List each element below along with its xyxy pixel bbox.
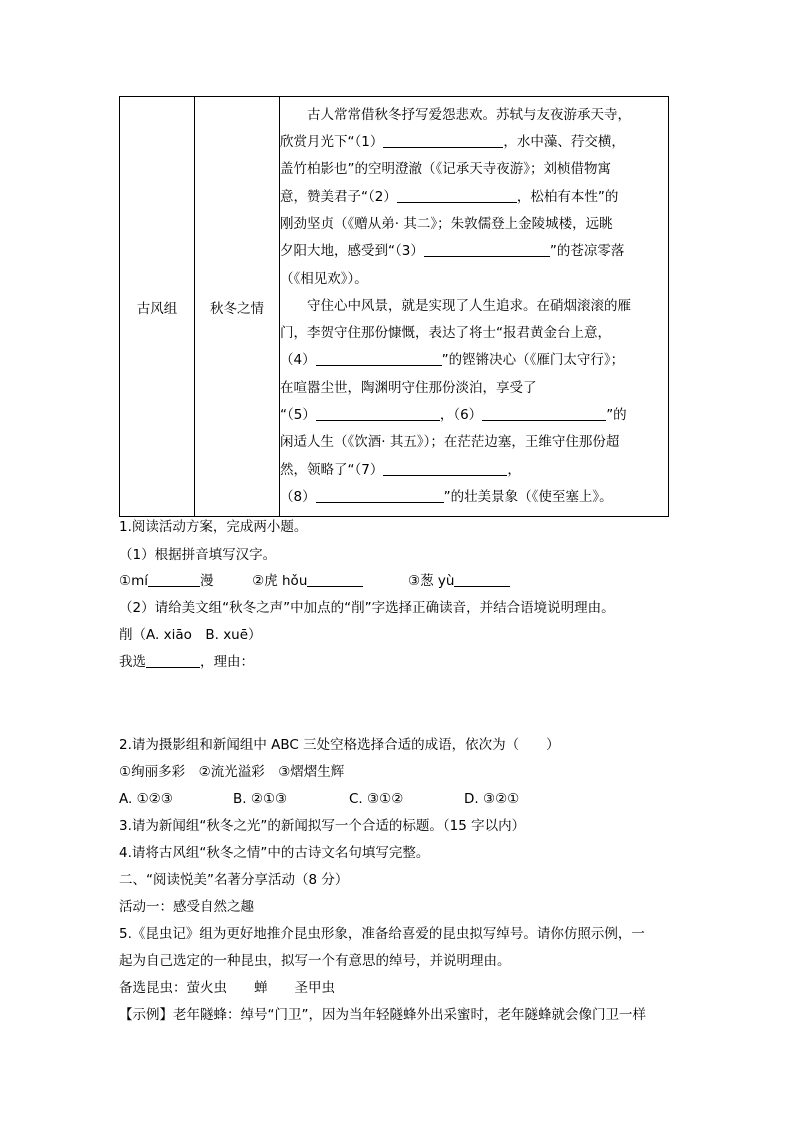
poem-line: 意，赞美君子“（2） ，松柏有本性”的 (280, 188, 619, 205)
answer-blank[interactable] (316, 352, 442, 366)
poem-line: 闲适人生（《饮酒· 其五》）；在茫茫边塞，王维守住那份超 (280, 434, 620, 451)
pinyin-row: ①mí 漫 ②虎 hǒu ③葱 yù (119, 571, 510, 591)
choice-row: 我选 ，理由： (119, 654, 254, 670)
answer-blank[interactable] (424, 243, 550, 257)
question-5-line-1: 5.《昆虫记》组为更好地推介昆虫形象，准备给喜爱的昆虫拟写绰号。请你仿照示例，一 (119, 926, 645, 942)
answer-blank[interactable] (148, 572, 200, 587)
activity-1: 活动一：感受自然之趣 (119, 899, 254, 915)
answer-blank[interactable] (397, 189, 517, 203)
poem-line: “（5） ，（6） ”的 (280, 407, 627, 424)
answer-blank[interactable] (316, 489, 444, 503)
poem-line: 守住心中风景，就是实现了人生追求。在硝烟滚滚的雁 (307, 297, 631, 314)
poem-line: （8） ”的壮美景象（《使至塞上》。 (280, 488, 613, 505)
poetry-table (119, 96, 669, 517)
question-5-line-2: 起为自己选定的一种昆虫，拟写一个有意思的绰号，并说明理由。 (119, 953, 511, 969)
answer-blank[interactable] (383, 134, 503, 148)
group-cell: 古风组 (120, 97, 195, 517)
insect-options: 备选昆虫：萤火虫 蝉 圣甲虫 (119, 980, 335, 996)
question-4: 4.请将古风组“秋冬之情”中的古诗文名句填写完整。 (119, 845, 430, 861)
option-a[interactable]: A. ①②③ (119, 791, 173, 807)
poem-line: 古人常常借秋冬抒写爱怨悲欢。苏轼与友夜游承天寺， (307, 106, 631, 123)
answer-blank[interactable] (482, 407, 606, 421)
poem-line: 然，领略了“（7） ， (280, 461, 521, 478)
poem-line: （4） ”的铿锵决心（《雁门太守行》； (280, 352, 625, 369)
answer-blank[interactable] (383, 462, 507, 476)
section-2-heading: 二、“阅读悦美”名著分享活动（8 分） (119, 872, 349, 888)
answer-blank[interactable] (454, 572, 510, 587)
idiom-list: ①绚丽多彩 ②流光溢彩 ③熠熠生辉 (119, 764, 345, 780)
question-1-2: （2）请给美文组“秋冬之声”中加点的“削”字选择正确读音，并结合语境说明理由。 (119, 600, 615, 616)
option-row (119, 789, 519, 809)
poem-line: 门，李贺守住那份慷慨，表达了将士“报君黄金台上意， (280, 325, 611, 342)
answer-blank[interactable] (307, 572, 363, 587)
option-d[interactable]: D. ③②① (464, 791, 520, 807)
poem-line: 刚劲坚贞（《赠从弟· 其二》；朱敦儒登上金陵城楼，远眺 (280, 215, 613, 232)
answer-blank[interactable] (146, 653, 200, 668)
option-b[interactable]: B. ②①③ (233, 791, 288, 807)
question-1-1: （1）根据拼音填写汉字。 (119, 547, 277, 563)
option-c[interactable]: C. ③①② (349, 791, 404, 807)
poem-line: 夕阳大地，感受到“（3） ”的苍凉零落 (280, 243, 625, 260)
poem-line: 盖竹柏影也”的空明澄澈（《记承天寺夜游》；刘桢借物寓 (280, 161, 611, 178)
pronunciation-options: 削（A. xiāo B. xuē） (119, 627, 262, 643)
question-2: 2.请为摄影组和新闻组中 ABC 三处空格选择合适的成语，依次为（ ） (119, 737, 560, 753)
answer-blank[interactable] (316, 407, 440, 421)
question-3: 3.请为新闻组“秋冬之光”的新闻拟写一个合适的标题。（15 字以内） (119, 818, 526, 834)
poem-text-cell (280, 97, 669, 517)
example-text: 【示例】老年隧蜂：绰号“门卫”，因为当年轻隧蜂外出采蜜时，老年隧蜂就会像门卫一样 (119, 1007, 646, 1023)
question-1: 1.阅读活动方案，完成两小题。 (119, 519, 308, 535)
poem-line: 在喧嚣尘世，陶渊明守住那份淡泊，享受了 (280, 379, 537, 396)
theme-cell: 秋冬之情 (195, 97, 280, 517)
poem-line: （《相见欢》）。 (280, 270, 368, 287)
poem-line: 欣赏月光下“（1） ，水中藻、荇交横， (280, 134, 625, 151)
